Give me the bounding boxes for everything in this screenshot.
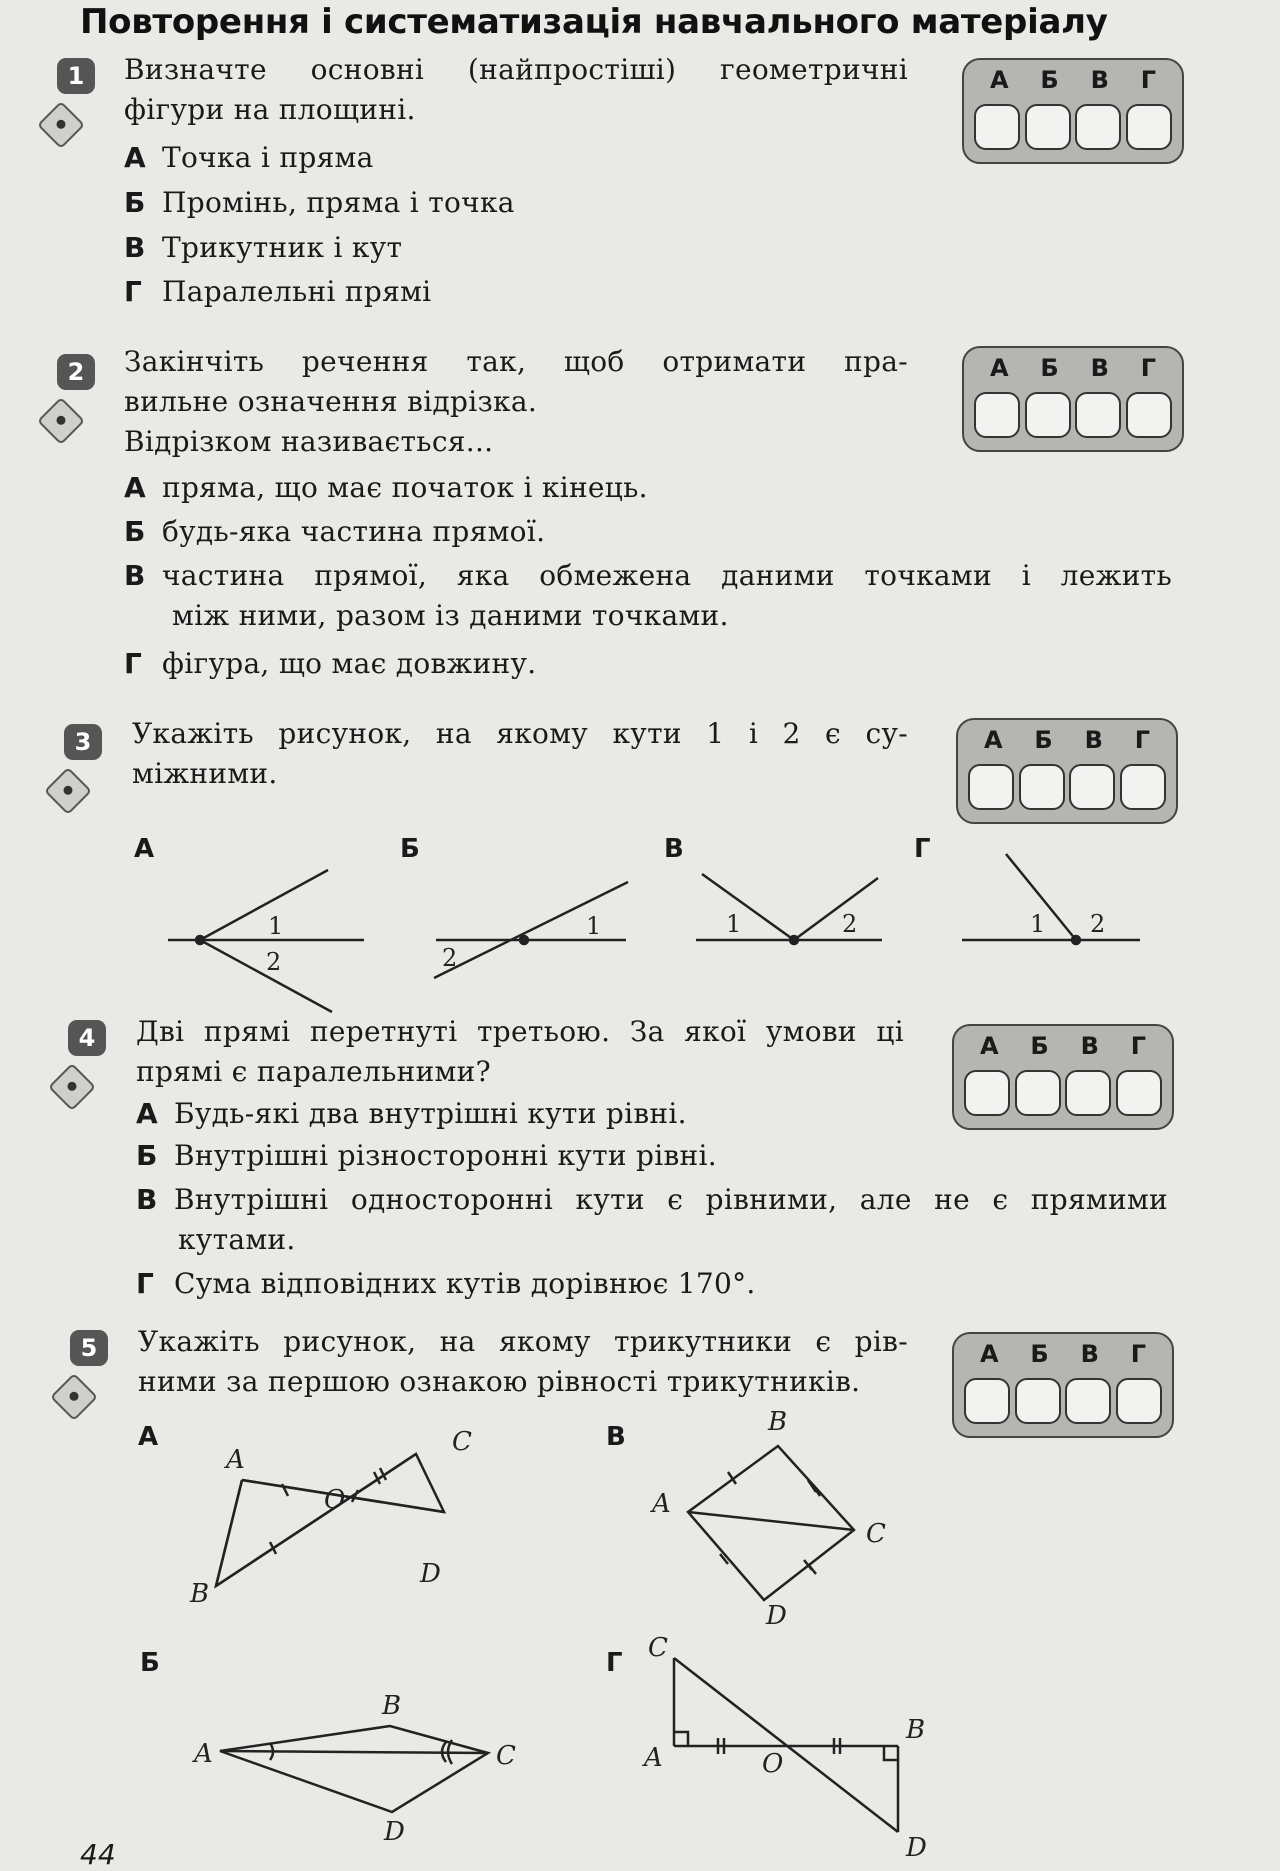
answer-header: А [979, 1032, 999, 1060]
point-label: A [644, 1743, 663, 1773]
option-text: Будь-які два внутрішні кути рівні. [174, 1097, 687, 1130]
task-question [124, 342, 908, 462]
difficulty-diamond-icon [48, 1063, 96, 1111]
option-letter: Г [136, 1267, 155, 1300]
figure-b-angles [434, 882, 628, 978]
question-line: Дві прямі перетнуті третьою. За якої умови ці [136, 1015, 904, 1048]
question-line: фігури на площині. [124, 93, 416, 126]
figure-v-angles [696, 874, 882, 944]
answer-header: А [989, 66, 1009, 94]
option-b[interactable] [124, 183, 515, 223]
difficulty-diamond-icon [37, 101, 85, 149]
angle-2-label: 2 [842, 910, 858, 938]
option-letter: Б [124, 515, 146, 548]
option-text: Внутрішні односторонні кути є рівними, але не є прямими [174, 1183, 1168, 1216]
option-d[interactable] [136, 1264, 756, 1304]
answer-header: В [1090, 354, 1109, 382]
option-letter: Г [124, 647, 143, 680]
task-question [136, 1012, 904, 1092]
answer-box[interactable] [1015, 1070, 1061, 1116]
point-label: D [384, 1817, 405, 1847]
angle-1-label: 1 [726, 910, 742, 938]
answer-box[interactable] [1075, 104, 1121, 150]
figure-label: Б [140, 1648, 160, 1678]
page-title: Повторення і систематизація навчального матеріалу [80, 2, 1108, 42]
option-text: будь-яка частина прямої. [162, 515, 546, 548]
answer-header: Г [1134, 726, 1151, 754]
question-line: вильне означення відрізка. [124, 385, 538, 418]
option-letter: А [124, 471, 146, 504]
figure-label: А [134, 834, 155, 864]
task-number-badge: 1 [57, 58, 95, 94]
option-text: фігура, що має довжину. [162, 647, 537, 680]
answer-header: Б [1040, 66, 1059, 94]
answer-grid [962, 58, 1184, 164]
question-line: Відрізком називається... [124, 425, 494, 458]
task-question [132, 714, 908, 794]
option-text: Паралельні прямі [162, 275, 432, 308]
option-letter: В [124, 231, 146, 264]
figure-g-triangles [642, 1633, 927, 1863]
answer-header: Г [1130, 1340, 1147, 1368]
answer-header: А [983, 726, 1003, 754]
angle-2-label: 2 [442, 944, 458, 972]
option-text: Трикутник і кут [162, 231, 403, 264]
point-label: B [906, 1715, 926, 1745]
angle-2-label: 2 [1090, 910, 1106, 938]
answer-box[interactable] [1025, 104, 1071, 150]
question-line: Укажіть рисунок, на якому трикутники є рів- [138, 1325, 908, 1358]
answer-box[interactable] [974, 104, 1020, 150]
option-letter: А [136, 1097, 158, 1130]
point-label: D [906, 1833, 927, 1863]
answer-box[interactable] [974, 392, 1020, 438]
answer-header: В [1090, 66, 1109, 94]
question-line: Закінчіть речення так, щоб отримати пра- [124, 345, 908, 378]
option-a[interactable] [124, 468, 648, 508]
task-number-badge: 3 [64, 724, 102, 760]
option-c[interactable] [136, 1180, 1176, 1260]
figure-v-triangles [650, 1407, 886, 1631]
point-label: A [194, 1739, 213, 1769]
answer-header: Б [1030, 1340, 1049, 1368]
answer-box[interactable] [964, 1070, 1010, 1116]
point-label: B [382, 1691, 402, 1721]
question-line: Укажіть рисунок, на якому кути 1 і 2 є су- [132, 717, 908, 750]
option-a[interactable] [136, 1094, 687, 1134]
answer-header: Б [1034, 726, 1053, 754]
difficulty-diamond-icon [37, 397, 85, 445]
point-label: B [768, 1407, 788, 1437]
answer-header: В [1080, 1032, 1099, 1060]
answer-header: Б [1040, 354, 1059, 382]
point-label: C [866, 1519, 886, 1549]
triangles-figures [0, 1322, 1280, 1867]
point-label: B [190, 1579, 210, 1609]
answer-box[interactable] [1065, 1070, 1111, 1116]
question-line: міжними. [132, 757, 278, 790]
option-a[interactable] [124, 138, 374, 178]
option-text: пряма, що має початок і кінець. [162, 471, 648, 504]
option-d[interactable] [124, 272, 431, 312]
option-b[interactable] [136, 1136, 717, 1176]
task-question [124, 50, 908, 130]
point-label: A [226, 1445, 245, 1475]
answer-box[interactable] [1126, 104, 1172, 150]
figure-label: Б [400, 834, 420, 864]
option-c[interactable] [124, 556, 1184, 636]
answer-box[interactable] [1025, 392, 1071, 438]
difficulty-diamond-icon [44, 767, 92, 815]
option-letter: В [136, 1183, 158, 1216]
figure-b-triangles [192, 1691, 516, 1847]
angle-1-label: 1 [586, 912, 602, 940]
point-label: D [766, 1601, 787, 1631]
answer-box[interactable] [1019, 764, 1065, 810]
answer-header: Г [1140, 66, 1157, 94]
answer-box[interactable] [1120, 764, 1166, 810]
option-c[interactable] [124, 228, 402, 268]
angle-1-label: 1 [1030, 910, 1046, 938]
angles-figures [0, 824, 1280, 1024]
figure-a-triangles [189, 1427, 472, 1609]
option-letter: Г [124, 275, 143, 308]
question-line: Визначте основні (найпростіші) геометричні [124, 53, 908, 86]
option-text: Точка і пряма [162, 141, 374, 174]
point-label: C [496, 1741, 516, 1771]
option-letter: Б [124, 186, 146, 219]
answer-box[interactable] [1069, 764, 1115, 810]
point-label: C [648, 1633, 668, 1663]
page-number: 44 [80, 1838, 116, 1871]
figure-a-angles [168, 870, 364, 1012]
answer-header: Б [1030, 1032, 1049, 1060]
option-letter: Б [136, 1139, 158, 1172]
answer-header: А [989, 354, 1009, 382]
option-letter: В [124, 559, 146, 592]
answer-box[interactable] [1075, 392, 1121, 438]
option-text: Внутрішні різносторонні кути рівні. [174, 1139, 717, 1172]
point-label: C [452, 1427, 472, 1457]
answer-header: Г [1130, 1032, 1147, 1060]
option-text-continued: між ними, разом із даними точками. [172, 599, 729, 632]
point-label: A [652, 1489, 671, 1519]
option-text: Промінь, пряма і точка [162, 186, 515, 219]
answer-header: В [1084, 726, 1103, 754]
option-text: частина прямої, яка обмежена даними точками і лежить [162, 559, 1172, 592]
figure-label: В [664, 834, 684, 864]
task-number-badge: 2 [57, 354, 95, 390]
answer-header: А [979, 1340, 999, 1368]
option-text: Сума відповідних кутів дорівнює 170°. [174, 1267, 756, 1300]
answer-header: В [1080, 1340, 1099, 1368]
figure-label: Г [914, 834, 931, 864]
angle-1-label: 1 [268, 912, 284, 940]
task-number-badge: 5 [70, 1330, 108, 1366]
question-line: ними за першою ознакою рівності трикутників. [138, 1365, 861, 1398]
answer-header: Г [1140, 354, 1157, 382]
point-label: O [762, 1749, 784, 1779]
point-label: O [324, 1485, 346, 1515]
option-b[interactable] [124, 512, 545, 552]
option-text-continued: кутами. [178, 1223, 296, 1256]
answer-grid [962, 346, 1184, 452]
angle-2-label: 2 [266, 948, 282, 976]
option-d[interactable] [124, 644, 537, 684]
figure-label: Г [606, 1648, 623, 1678]
answer-grid [956, 718, 1178, 824]
point-label: D [420, 1559, 441, 1589]
figure-label: В [606, 1422, 626, 1452]
answer-grid [952, 1024, 1174, 1130]
answer-box[interactable] [968, 764, 1014, 810]
option-letter: А [124, 141, 146, 174]
figure-label: А [138, 1422, 159, 1452]
figure-g-angles [962, 854, 1140, 944]
question-line: прямі є паралельними? [136, 1055, 491, 1088]
answer-box[interactable] [1116, 1070, 1162, 1116]
task-number-badge: 4 [68, 1020, 106, 1056]
answer-box[interactable] [1126, 392, 1172, 438]
